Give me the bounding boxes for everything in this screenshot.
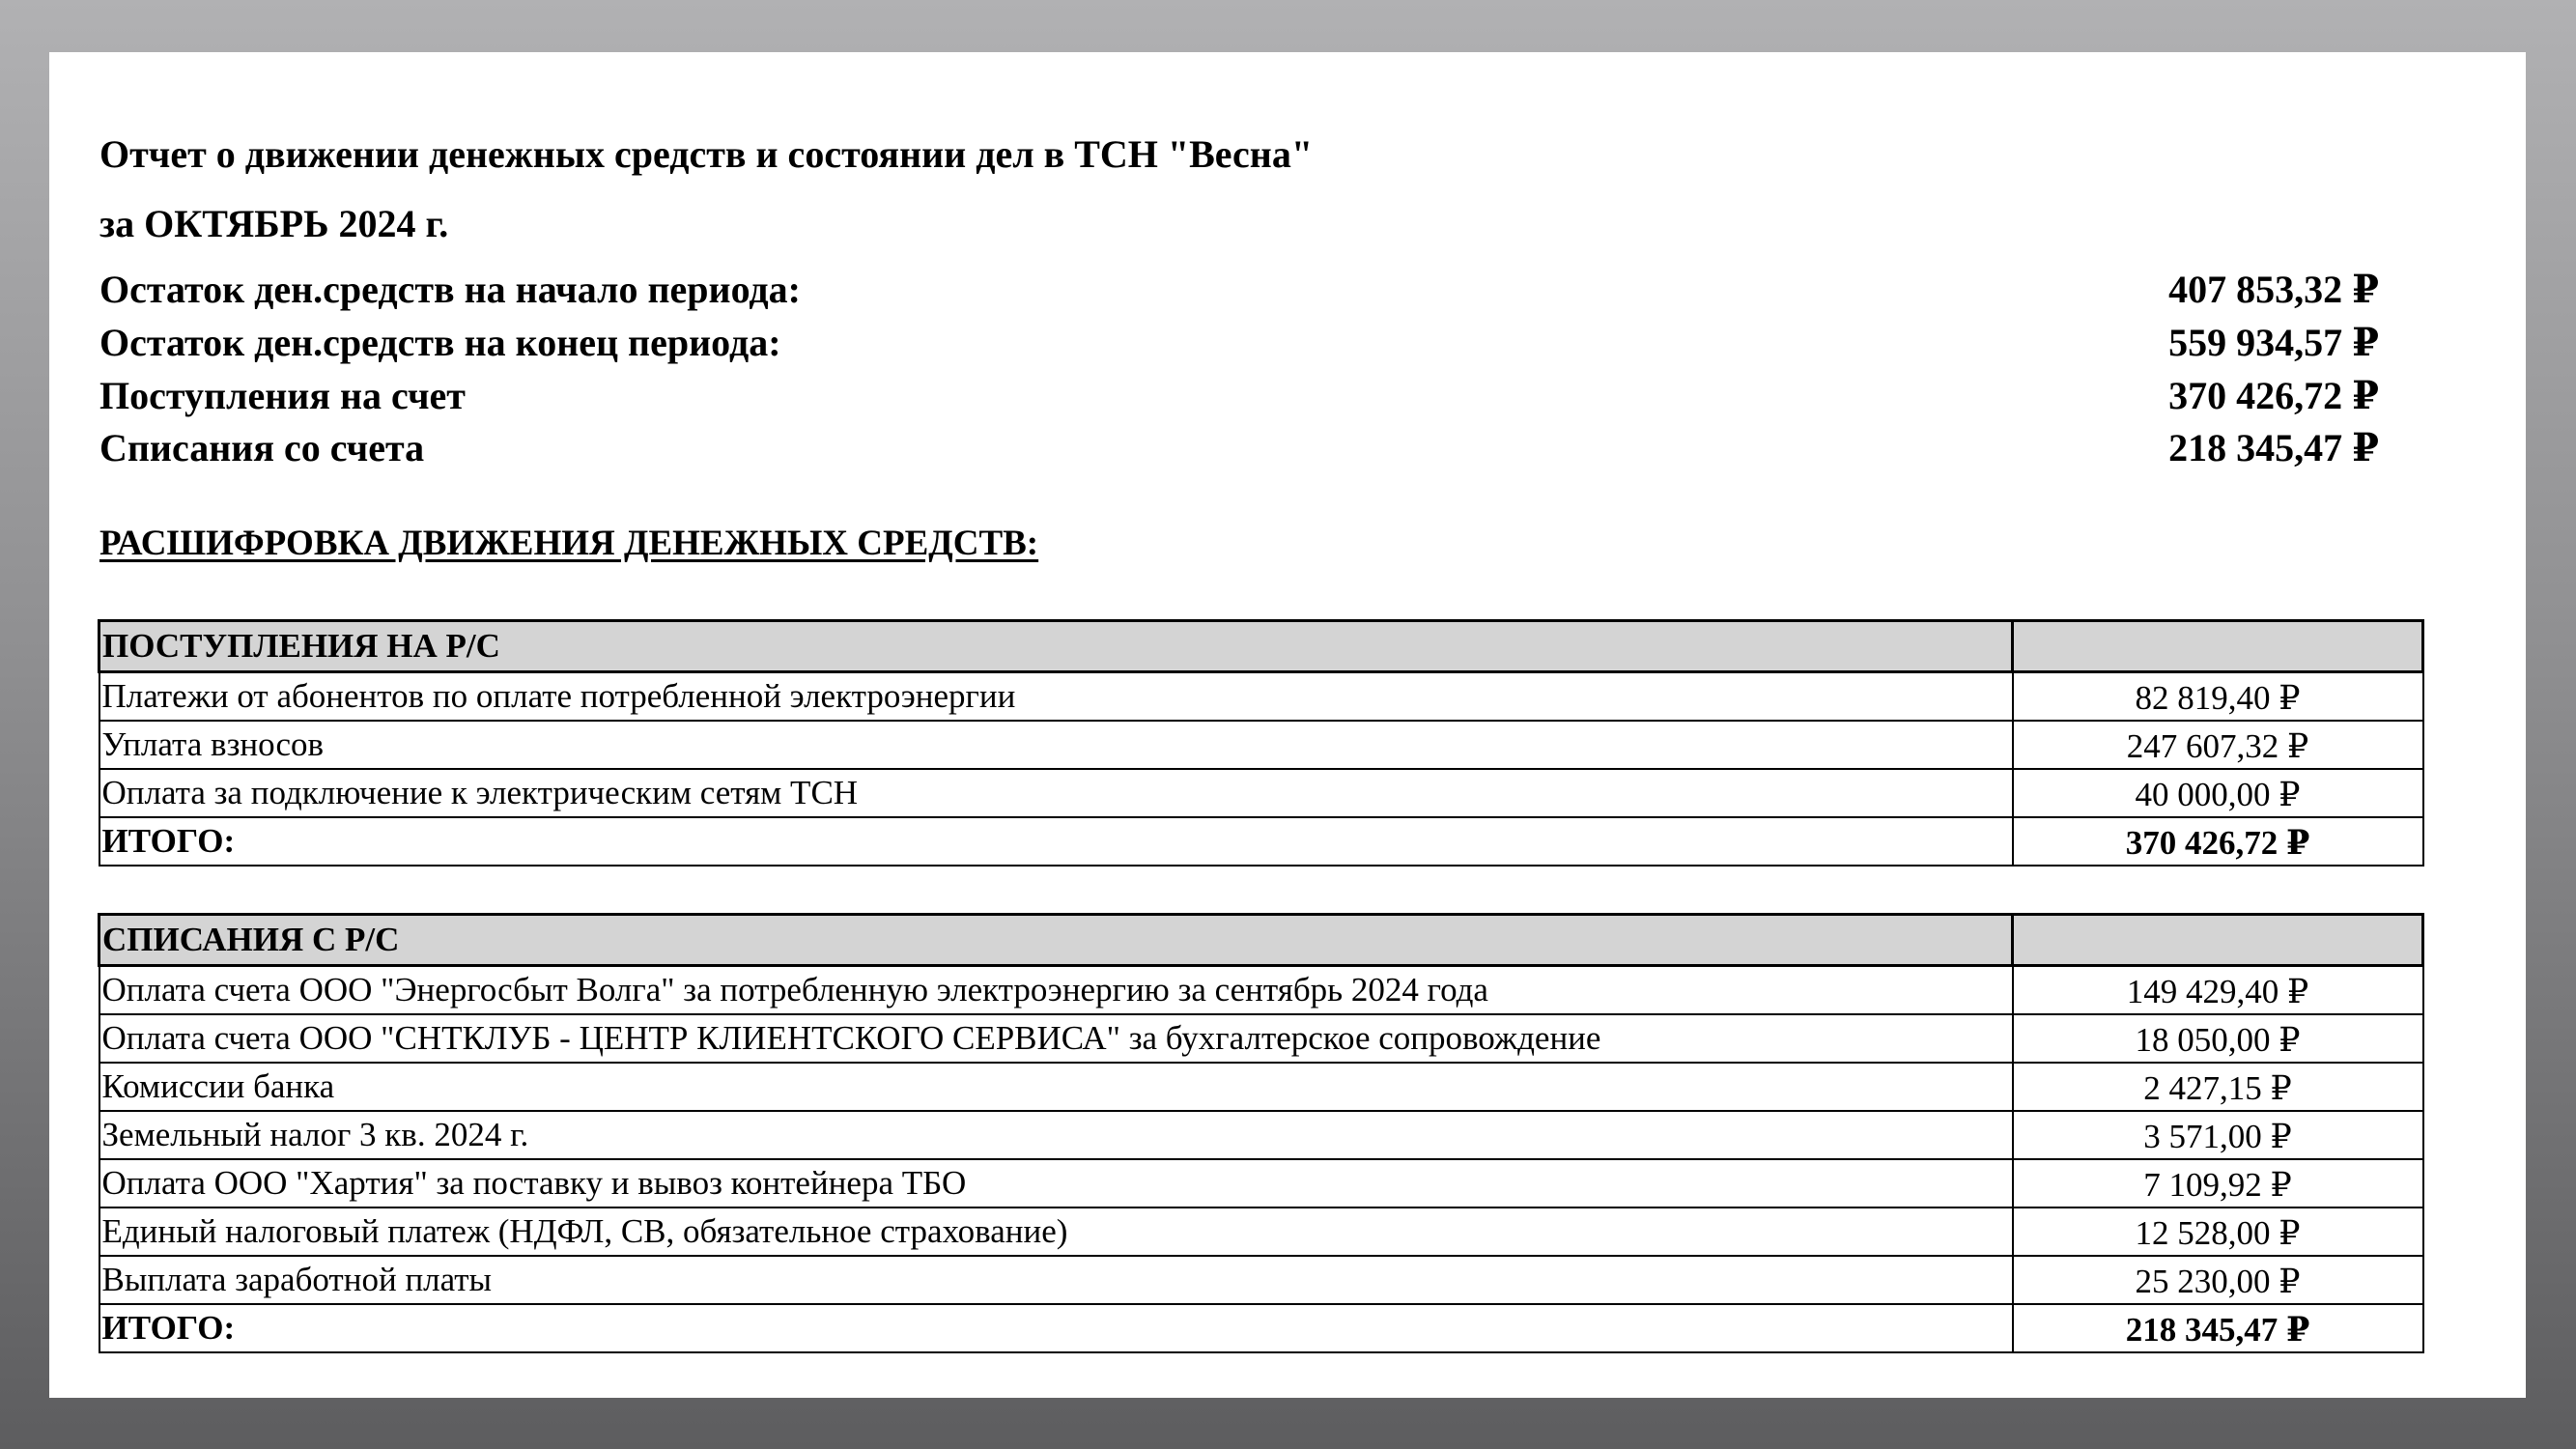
table-row bbox=[99, 672, 2423, 721]
table-header-row bbox=[99, 915, 2423, 966]
table-row bbox=[99, 1014, 2423, 1063]
summary-value: 370 426,72 ₽ bbox=[2168, 374, 2379, 417]
summary-label: Поступления на счет bbox=[99, 374, 466, 417]
report-title: Отчет о движении денежных средств и состоянии дел в ТСН "Весна" bbox=[99, 132, 1314, 176]
row-label: Комиссии банка bbox=[99, 1063, 2013, 1111]
row-label: Оплата ООО "Хартия" за поставку и вывоз контейнера ТБО bbox=[99, 1159, 2013, 1208]
summary-label: Остаток ден.средств на конец периода: bbox=[99, 321, 781, 364]
summary-opening-balance bbox=[99, 267, 2379, 319]
table-row bbox=[99, 1208, 2423, 1256]
row-amount: 40 000,00 ₽ bbox=[2013, 769, 2423, 817]
row-label: Земельный налог 3 кв. 2024 г. bbox=[99, 1111, 2013, 1159]
row-label: Выплата заработной платы bbox=[99, 1256, 2013, 1304]
table-row bbox=[99, 769, 2423, 817]
row-amount: 7 109,92 ₽ bbox=[2013, 1159, 2423, 1208]
summary-value: 559 934,57 ₽ bbox=[2168, 321, 2379, 364]
table-row bbox=[99, 1111, 2423, 1159]
summary-income bbox=[99, 373, 2379, 425]
expenses-header: СПИСАНИЯ С Р/С bbox=[99, 915, 2013, 966]
report-period: за ОКТЯБРЬ 2024 г. bbox=[99, 202, 449, 245]
summary-value: 407 853,32 ₽ bbox=[2168, 268, 2379, 311]
row-label: Оплата за подключение к электрическим сетям ТСН bbox=[99, 769, 2013, 817]
row-label: Оплата счета ООО "СНТКЛУБ - ЦЕНТР КЛИЕНТСКОГО СЕРВИСА" за бухгалтерское сопровождение bbox=[99, 1014, 2013, 1063]
row-label: Платежи от абонентов по оплате потребленной электроэнергии bbox=[99, 672, 2013, 721]
income-table bbox=[98, 619, 2424, 867]
total-row bbox=[99, 817, 2423, 866]
row-amount: 12 528,00 ₽ bbox=[2013, 1208, 2423, 1256]
breakdown-heading: РАСШИФРОВКА ДВИЖЕНИЯ ДЕНЕЖНЫХ СРЕДСТВ: bbox=[99, 524, 1039, 563]
row-amount: 3 571,00 ₽ bbox=[2013, 1111, 2423, 1159]
row-label: Уплата взносов bbox=[99, 721, 2013, 769]
income-header: ПОСТУПЛЕНИЯ НА Р/С bbox=[99, 621, 2013, 672]
total-row bbox=[99, 1304, 2423, 1352]
summary-value: 218 345,47 ₽ bbox=[2168, 426, 2379, 469]
row-amount: 18 050,00 ₽ bbox=[2013, 1014, 2423, 1063]
table-row bbox=[99, 966, 2423, 1014]
row-amount: 247 607,32 ₽ bbox=[2013, 721, 2423, 769]
row-amount: 149 429,40 ₽ bbox=[2013, 966, 2423, 1014]
total-label: ИТОГО: bbox=[99, 817, 2013, 866]
total-amount: 370 426,72 ₽ bbox=[2013, 817, 2423, 866]
summary-label: Списания со счета bbox=[99, 426, 425, 469]
row-amount: 82 819,40 ₽ bbox=[2013, 672, 2423, 721]
header-amount-cell bbox=[2013, 915, 2423, 966]
table-header-row bbox=[99, 621, 2423, 672]
table-row bbox=[99, 1256, 2423, 1304]
total-label: ИТОГО: bbox=[99, 1304, 2013, 1352]
total-amount: 218 345,47 ₽ bbox=[2013, 1304, 2423, 1352]
table-row bbox=[99, 1159, 2423, 1208]
row-amount: 2 427,15 ₽ bbox=[2013, 1063, 2423, 1111]
summary-closing-balance bbox=[99, 320, 2379, 372]
table-row bbox=[99, 1063, 2423, 1111]
row-label: Оплата счета ООО "Энергосбыт Волга" за потребленную электроэнергию за сентябрь 2024 года bbox=[99, 966, 2013, 1014]
row-amount: 25 230,00 ₽ bbox=[2013, 1256, 2423, 1304]
header-amount-cell bbox=[2013, 621, 2423, 672]
table-row bbox=[99, 721, 2423, 769]
expenses-table bbox=[98, 913, 2424, 1353]
summary-expenses bbox=[99, 425, 2379, 477]
row-label: Единый налоговый платеж (НДФЛ, СВ, обязательное страхование) bbox=[99, 1208, 2013, 1256]
summary-label: Остаток ден.средств на начало периода: bbox=[99, 268, 801, 311]
